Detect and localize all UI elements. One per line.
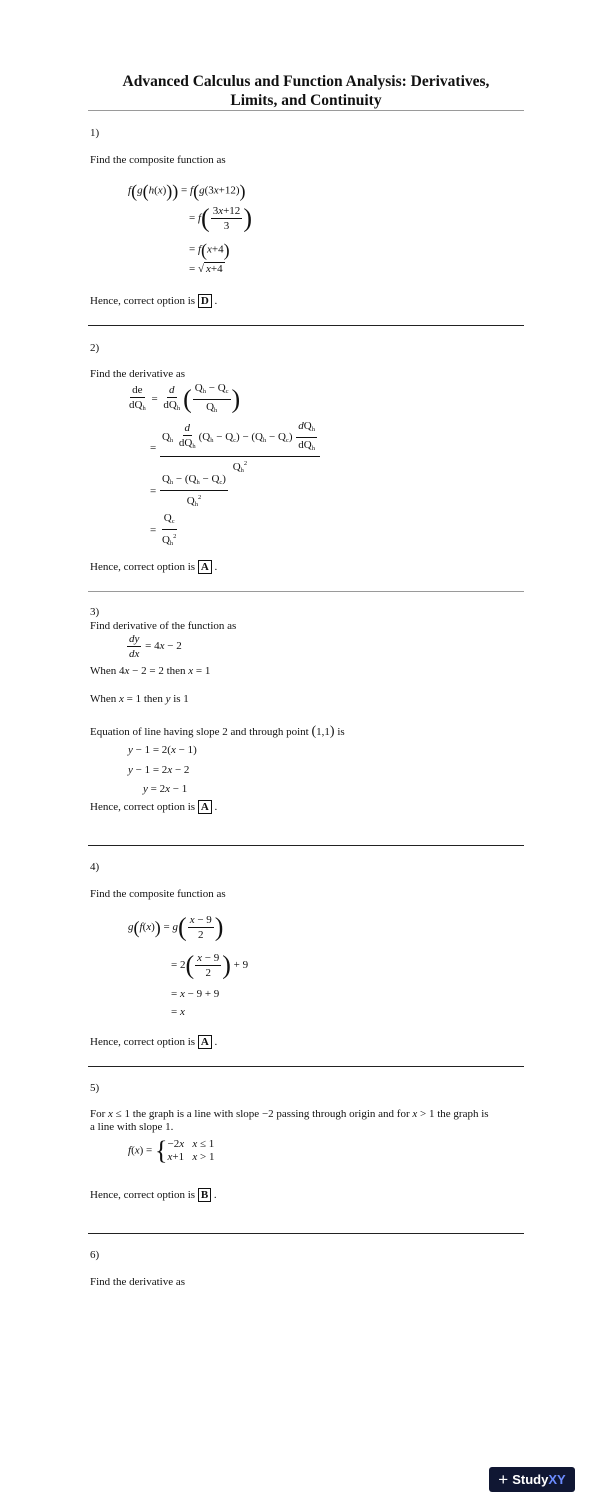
answer-box: A (198, 1035, 212, 1049)
brand-name: StudyXY (512, 1472, 566, 1487)
problem-2-eq-4: = $\frac{Q_c}{Q_h^2}$ (150, 512, 177, 547)
problem-3-number: 3) (90, 606, 100, 618)
problem-2-divider (88, 591, 524, 592)
problem-4-intro: Find the composite function as (90, 888, 226, 900)
problem-5-number: 5) (90, 1082, 100, 1094)
problem-3-divider (88, 845, 524, 846)
problem-5-divider (88, 1233, 524, 1234)
problem-2-eq-2: = $Q_h$ $\frac{d}{dQ_h}$ $(Q_h - Q_c) - (Q_h - Q_c)$ $\frac{dQ_h}{dQ_h}$ $Q_h^2$ (150, 420, 321, 477)
problem-3-statement: Equation of line having slope 2 and through point (1,1) is (90, 724, 345, 739)
problem-5-statement: For x ≤ 1 the graph is a line with slope −2 passing through origin and for x > 1 the graph is (90, 1108, 489, 1120)
title-line-2: Limits, and Continuity (230, 92, 382, 109)
problem-3-intro: Find derivative of the function as (90, 620, 237, 632)
problem-1-eq-4: = √ x+4 (189, 263, 223, 275)
answer-box: A (198, 560, 212, 574)
document-title (88, 72, 524, 110)
problem-3-eq-4: y = 2x − 1 (143, 783, 188, 795)
answer-box: A (198, 800, 212, 814)
plus-icon: + (498, 1470, 509, 1489)
problem-1-conclusion: Hence, correct option is D . (90, 295, 218, 307)
problem-3-when-1: When 4x − 2 = 2 then x = 1 (90, 665, 211, 677)
conclusion-text: Hence, correct option is (90, 1189, 196, 1201)
problem-3-eq-2: y − 1 = 2(x − 1) (128, 744, 197, 756)
title-line-1: Advanced Calculus and Function Analysis: Derivatives, (122, 73, 490, 90)
problem-1-eq-2: = f( $\frac{3x+12}{3}$ ) (189, 203, 252, 233)
title-divider (88, 110, 524, 111)
problem-1-eq-1: f(g(h(x))) = f(g(3x+12)) (128, 181, 246, 201)
conclusion-text: Hence, correct option is (90, 1036, 196, 1048)
problem-3-when-2: When x = 1 then y is 1 (90, 693, 189, 705)
problem-3-eq-1: $\frac{dy}{dx}$ = 4x − 2 (129, 633, 182, 660)
conclusion-text: Hence, correct option is (90, 295, 196, 307)
conclusion-text: Hence, correct option is (90, 561, 196, 573)
problem-3-conclusion: Hence, correct option is A . (90, 801, 218, 813)
answer-box: B (198, 1188, 211, 1202)
problem-4-divider (88, 1066, 524, 1067)
problem-2-conclusion: Hence, correct option is A . (90, 561, 218, 573)
problem-2-eq-3: = $\frac{Q_h - (Q_h - Q_c)}{Q_h^2}$ (150, 473, 226, 508)
problem-2-eq-1: $\frac{de}{dQ_h}$ = $\frac{d}{dQ_h}$ ( $\frac{Q_h - Q_c}{Q_h}$ ) (129, 382, 241, 414)
problem-1-number: 1) (90, 127, 100, 139)
problem-2-number: 2) (90, 342, 100, 354)
problem-5-eq: f(x) = { −2x x ≤ 1 x+1 x > 1 (128, 1136, 215, 1165)
problem-1-intro: Find the composite function as (90, 154, 226, 166)
problem-4-eq-4: = x (171, 1006, 185, 1018)
problem-3-eq-3: y − 1 = 2x − 2 (128, 764, 190, 776)
problem-6-intro: Find the derivative as (90, 1276, 186, 1288)
problem-4-eq-2: = 2( $\frac{x - 9}{2}$ ) + 9 (171, 950, 249, 980)
conclusion-text: Hence, correct option is (90, 801, 196, 813)
problem-4-conclusion: Hence, correct option is A . (90, 1036, 218, 1048)
answer-box: D (198, 294, 212, 308)
problem-1-eq-3: = f(x+4) (189, 240, 230, 260)
studyxy-logo (489, 1467, 575, 1492)
problem-1-divider (88, 325, 524, 326)
problem-4-eq-3: = x − 9 + 9 (171, 988, 220, 1000)
problem-4-eq-1: g(f(x)) = g( $\frac{x - 9}{2}$ ) (128, 912, 224, 942)
problem-2-intro: Find the derivative as (90, 368, 186, 380)
problem-4-number: 4) (90, 861, 100, 873)
problem-5-statement-line-2: a line with slope 1. (90, 1121, 174, 1133)
problem-5-conclusion: Hence, correct option is B . (90, 1189, 217, 1201)
problem-6-number: 6) (90, 1249, 100, 1261)
